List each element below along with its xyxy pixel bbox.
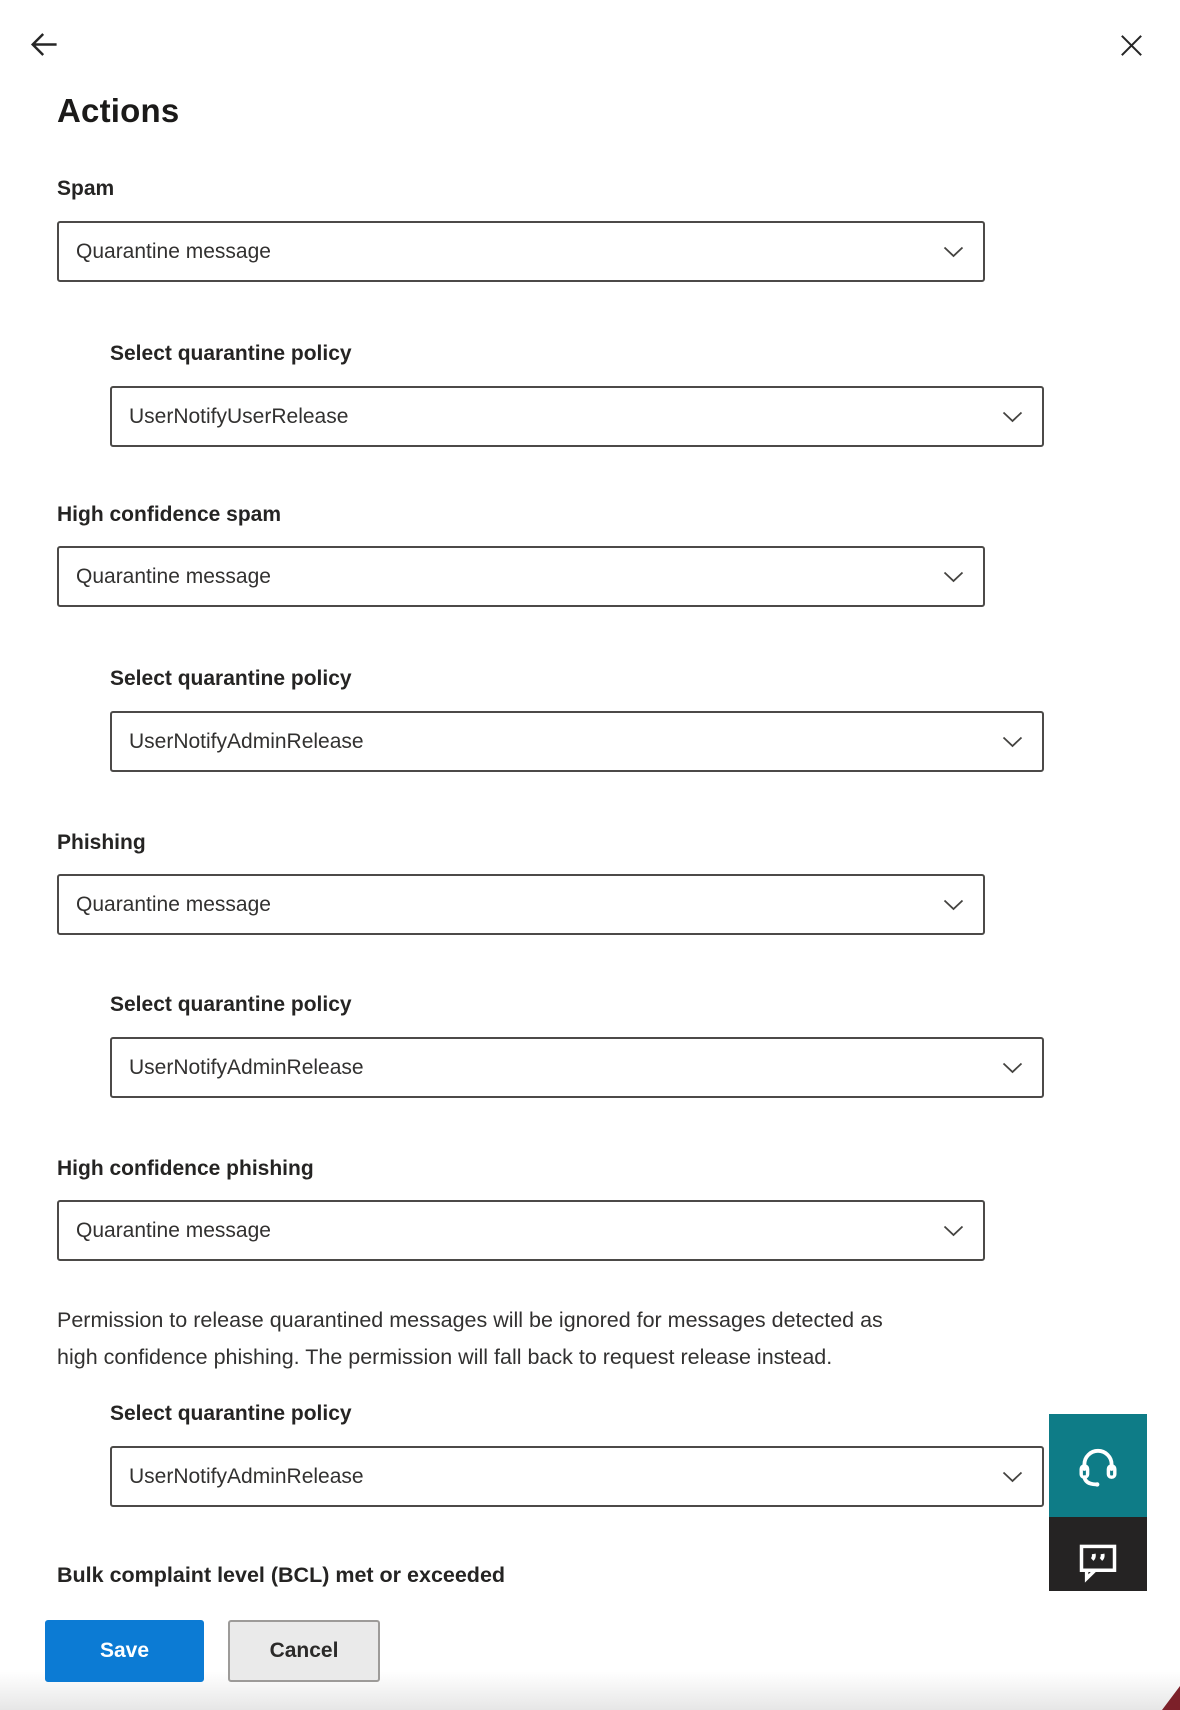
bulk-complaint-level-label: Bulk complaint level (BCL) met or exceeded (57, 1563, 506, 1587)
hcp-quarantine-policy-value: UserNotifyAdminRelease (129, 1464, 364, 1488)
high-confidence-spam-label: High confidence spam (57, 503, 282, 526)
help-button[interactable] (1049, 1414, 1147, 1517)
spam-quarantine-policy-value: UserNotifyUserRelease (129, 404, 349, 428)
back-button[interactable] (25, 26, 62, 63)
chevron-down-icon (1002, 1062, 1023, 1074)
spam-action-value: Quarantine message (76, 239, 271, 263)
hcs-quarantine-policy-select[interactable] (110, 711, 1044, 772)
spam-label: Spam (57, 177, 115, 200)
phishing-action-select[interactable] (57, 874, 985, 935)
cancel-button[interactable]: Cancel (228, 1620, 380, 1682)
chevron-down-icon (943, 246, 964, 258)
arrow-left-icon (25, 26, 62, 63)
background-corner-artifact (1162, 1686, 1180, 1710)
chevron-down-icon (1002, 736, 1023, 748)
hcs-quarantine-policy-value: UserNotifyAdminRelease (129, 729, 364, 753)
phishing-quarantine-policy-select[interactable] (110, 1037, 1044, 1098)
chevron-down-icon (1002, 1471, 1023, 1483)
hcp-quarantine-policy-label: Select quarantine policy (110, 1402, 352, 1425)
phishing-quarantine-policy-value: UserNotifyAdminRelease (129, 1055, 364, 1079)
phishing-quarantine-policy-label: Select quarantine policy (110, 993, 352, 1016)
spam-quarantine-policy-select[interactable] (110, 386, 1044, 447)
hcp-permission-note-line2: high confidence phishing. The permission will fall back to request release instead. (57, 1345, 833, 1369)
high-confidence-phishing-action-select[interactable] (57, 1200, 985, 1261)
phishing-action-value: Quarantine message (76, 892, 271, 916)
headset-icon (1074, 1442, 1122, 1490)
chevron-down-icon (943, 571, 964, 583)
chevron-down-icon (943, 1225, 964, 1237)
chevron-down-icon (943, 899, 964, 911)
chat-bubble-icon (1076, 1540, 1120, 1584)
spam-quarantine-policy-label: Select quarantine policy (110, 342, 352, 365)
phishing-label: Phishing (57, 831, 146, 854)
close-button[interactable] (1117, 31, 1146, 60)
close-icon (1117, 31, 1146, 60)
hcp-permission-note-line1: Permission to release quarantined messages will be ignored for messages detected as (57, 1308, 883, 1332)
hcs-quarantine-policy-label: Select quarantine policy (110, 667, 352, 690)
high-confidence-spam-action-select[interactable] (57, 546, 985, 607)
high-confidence-spam-action-value: Quarantine message (76, 564, 271, 588)
chevron-down-icon (1002, 411, 1023, 423)
spam-action-select[interactable] (57, 221, 985, 282)
high-confidence-phishing-action-value: Quarantine message (76, 1218, 271, 1242)
high-confidence-phishing-label: High confidence phishing (57, 1157, 314, 1180)
hcp-permission-note (57, 1302, 1057, 1376)
save-button[interactable]: Save (45, 1620, 204, 1682)
page-title: Actions (57, 92, 180, 129)
hcp-quarantine-policy-select[interactable] (110, 1446, 1044, 1507)
footer-bar (0, 1591, 1180, 1710)
